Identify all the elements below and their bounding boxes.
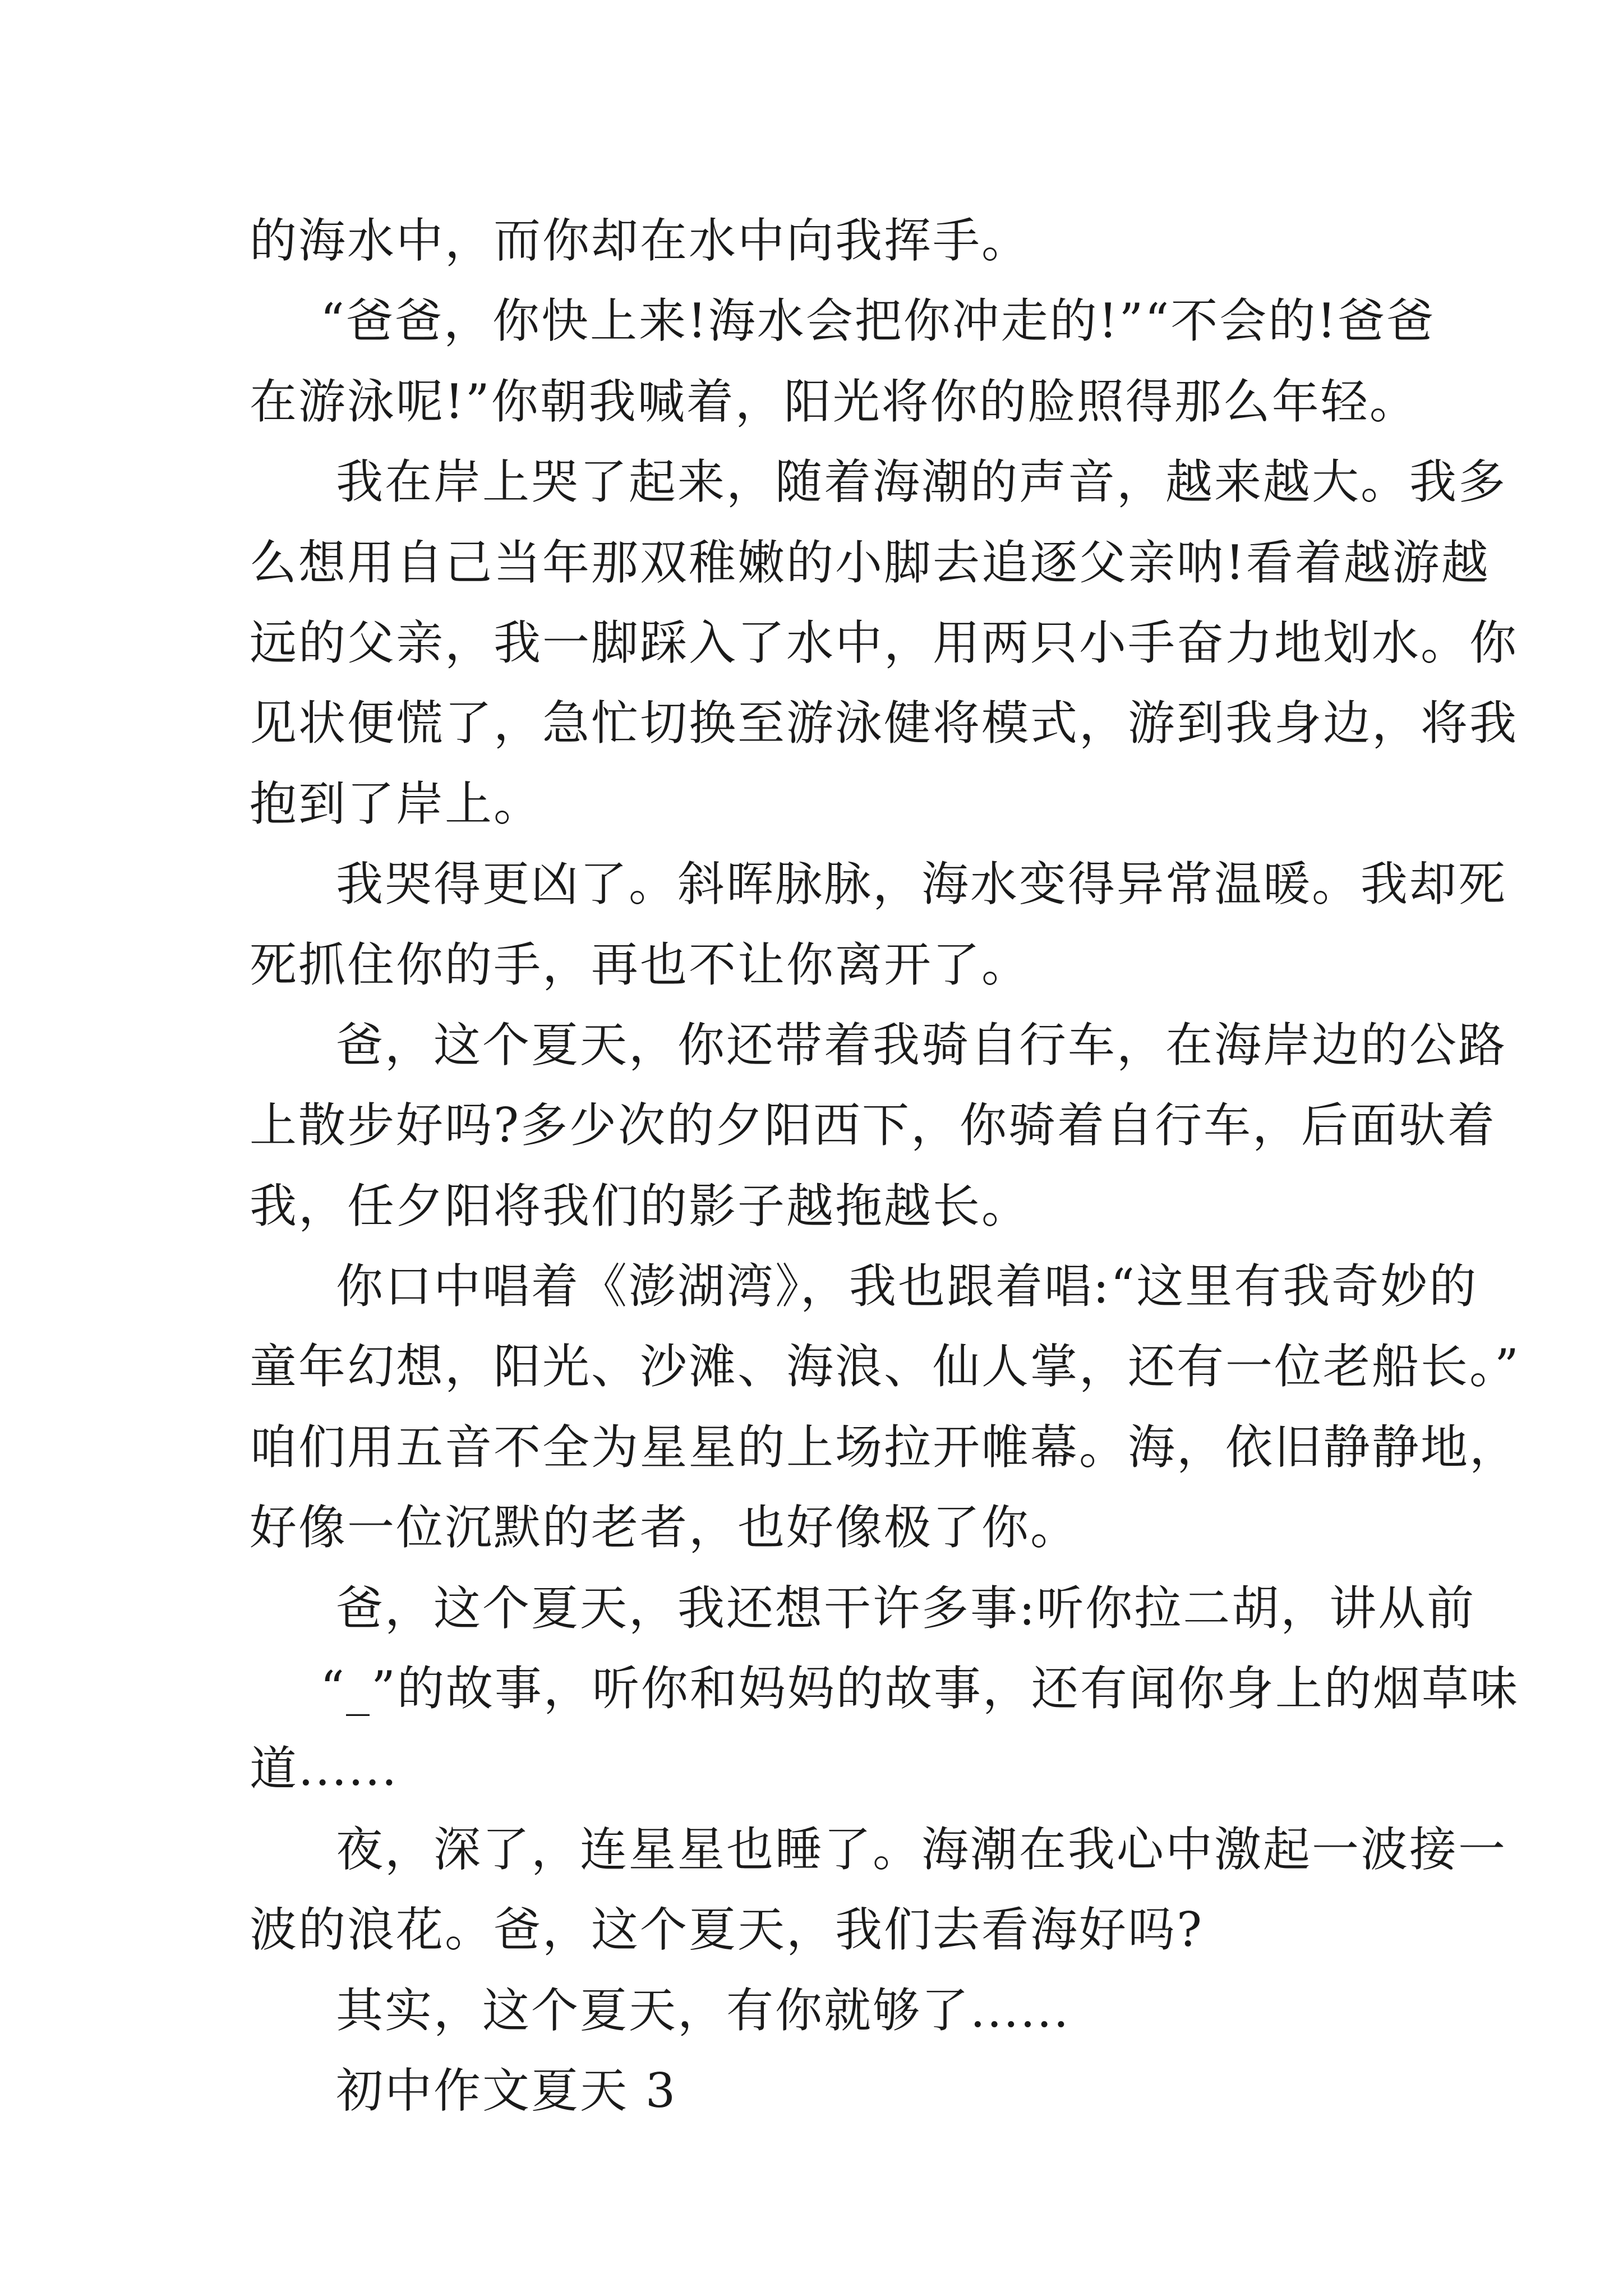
text-line: 我在岸上哭了起来，随着海潮的声音，越来越大。我多 bbox=[336, 454, 1507, 510]
text-line: 死抓住你的手，再也不让你离开了。 bbox=[250, 937, 1031, 992]
text-line: 道...... bbox=[250, 1741, 399, 1797]
text-line: 爸，这个夏天，我还想干许多事:听你拉二胡，讲从前 bbox=[336, 1580, 1476, 1636]
text-line: 远的父亲，我一脚踩入了水中，用两只小手奋力地划水。你 bbox=[250, 615, 1519, 670]
text-line: 好像一位沉默的老者，也好像极了你。 bbox=[250, 1500, 1080, 1556]
text-line: “爸爸，你快上来!海水会把你冲走的!”“不会的!爸爸 bbox=[320, 293, 1436, 349]
text-line: 波的浪花。爸，这个夏天，我们去看海好吗? bbox=[250, 1902, 1204, 1958]
text-line: 在游泳呢!”你朝我喊着，阳光将你的脸照得那么年轻。 bbox=[250, 374, 1418, 429]
text-line: 夜，深了，连星星也睡了。海潮在我心中激起一波接一 bbox=[336, 1821, 1507, 1877]
text-line: 咱们用五音不全为星星的上场拉开帷幕。海，依旧静静地， bbox=[250, 1419, 1519, 1475]
text-line: 你口中唱着《澎湖湾》，我也跟着唱:“这里有我奇妙的 bbox=[336, 1259, 1478, 1314]
text-line: 爸，这个夏天，你还带着我骑自行车，在海岸边的公路 bbox=[336, 1017, 1507, 1073]
text-line: 我哭得更凶了。斜晖脉脉，海水变得异常温暖。我却死 bbox=[336, 857, 1507, 912]
text-line: 见状便慌了，急忙切换至游泳健将模式，游到我身边，将我 bbox=[250, 696, 1519, 751]
text-line: 么想用自己当年那双稚嫩的小脚去追逐父亲呐!看着越游越 bbox=[250, 535, 1490, 590]
text-line: 的海水中，而你却在水中向我挥手。 bbox=[250, 213, 1031, 268]
article-body bbox=[250, 201, 1520, 2131]
text-line: 抱到了岸上。 bbox=[250, 776, 543, 831]
text-line: 我，任夕阳将我们的影子越拖越长。 bbox=[250, 1178, 1031, 1234]
section-heading: 初中作文夏天 3 bbox=[336, 2063, 677, 2118]
text-line: 其实，这个夏天，有你就够了...... bbox=[336, 1982, 1071, 2038]
text-line: 童年幻想，阳光、沙滩、海浪、仙人掌，还有一位老船长。” bbox=[250, 1339, 1520, 1395]
text-line: “_”的故事，听你和妈妈的故事，还有闻你身上的烟草味 bbox=[320, 1661, 1519, 1717]
text-line: 上散步好吗?多少次的夕阳西下，你骑着自行车，后面驮着 bbox=[250, 1098, 1497, 1153]
